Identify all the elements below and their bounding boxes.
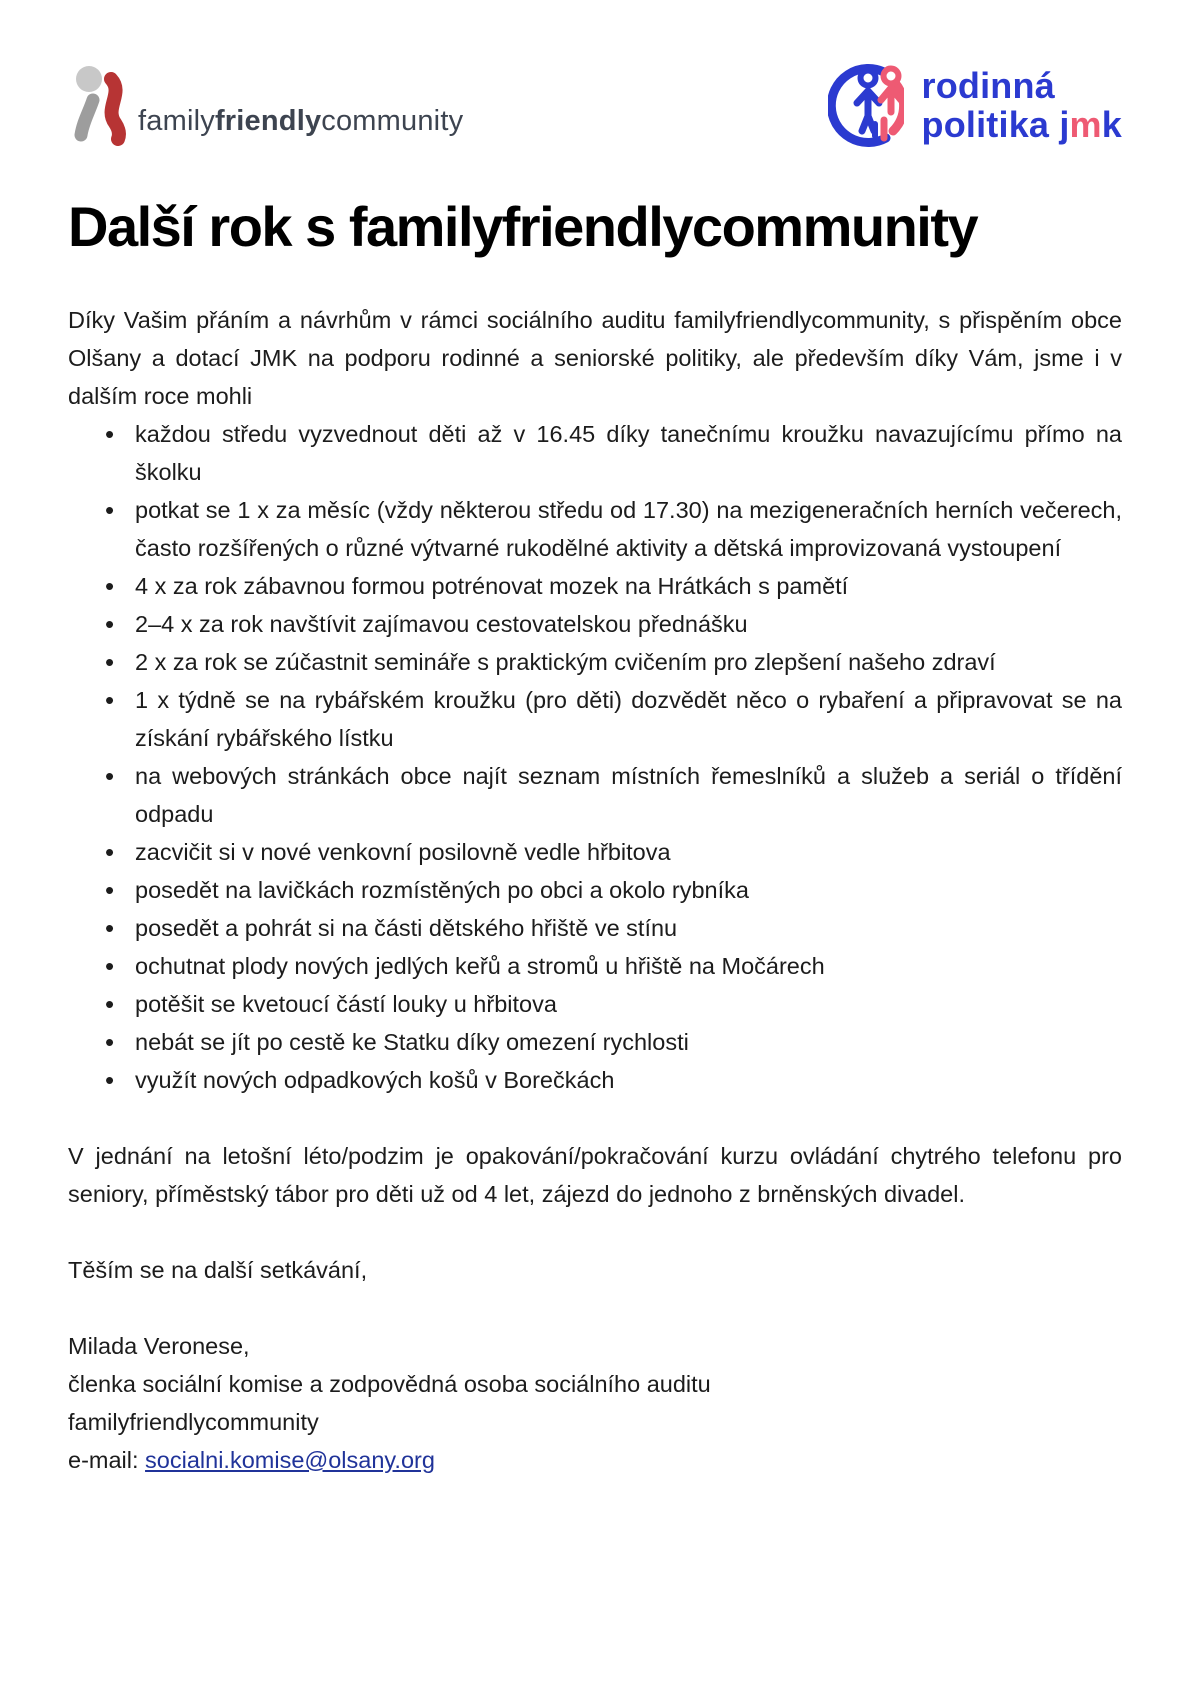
jmk-wordmark [922, 66, 1122, 144]
list-item: • 4 x za rok zábavnou formou potrénovat mozek na Hrátkách s pamětí [68, 567, 1122, 605]
list-item: • potěšit se kvetoucí částí louky u hřbitova [68, 985, 1122, 1023]
signature-role: členka sociální komise a zodpovědná osoba sociálního auditu [68, 1371, 711, 1397]
jmk-wordmark-line1: rodinná [921, 65, 1055, 106]
rodinna-politika-jmk-logo [828, 56, 1122, 152]
list-item: • ochutnat plody nových jedlých keřů a stromů u hřiště na Močárech [68, 947, 1122, 985]
list-item: • 2 x za rok se zúčastnit semináře s praktickým cvičením pro zlepšení našeho zdraví [68, 643, 1122, 681]
list-item: • využít nových odpadkových košů v Borečkách [68, 1061, 1122, 1099]
signature-block [68, 1327, 1122, 1479]
list-item: • posedět na lavičkách rozmístěných po obci a okolo rybníka [68, 871, 1122, 909]
familyfriendlycommunity-figures-icon [68, 64, 132, 146]
email-line [68, 1441, 1122, 1479]
jmk-letter-k: k [1101, 104, 1122, 145]
list-item: • 1 x týdně se na rybářském kroužku (pro děti) dozvědět něco o rybaření a připravovat se na získání rybářského lístku [68, 681, 1122, 757]
list-item: • zacvičit si v nové venkovní posilovně vedle hřbitova [68, 833, 1122, 871]
email-label: e-mail: [68, 1447, 146, 1473]
wordmark-community: community [321, 105, 464, 137]
closing-line: Těším se na další setkávání, [68, 1257, 368, 1283]
wordmark-family: family [138, 105, 215, 137]
familyfriendlycommunity-wordmark [138, 107, 463, 146]
jmk-wordmark-line2 [922, 105, 1122, 144]
list-item: • nebát se jít po cestě ke Statku díky omezení rychlosti [68, 1023, 1122, 1061]
jmk-letter-m: m [1069, 104, 1102, 145]
list-item: • na webových stránkách obce najít seznam místních řemeslníků a služeb a seriál o třídění odpadu [68, 757, 1122, 833]
header [68, 56, 1122, 156]
plans-paragraph: V jednání na letošní léto/podzim je opakování/pokračování kurzu ovládání chytrého telefonu pro seniory, příměstský tábor pro děti už od 4 let, zájezd do jednoho z brněnských divadel. [68, 1143, 1122, 1207]
familyfriendlycommunity-logo [68, 56, 463, 146]
activities-list [68, 415, 1122, 1099]
intro-paragraph: Díky Vašim přáním a návrhům v rámci sociálního auditu familyfriendlycommunity, s přispěním obce Olšany a dotací JMK na podporu rodinné a seniorské politiky, ale především díky Vám, jsme i v dalším roce mohli [68, 307, 1122, 409]
signature-org: familyfriendlycommunity [68, 1409, 319, 1435]
family-circle-icon [828, 58, 904, 152]
list-item: • posedět a pohrát si na části dětského hřiště ve stínu [68, 909, 1122, 947]
list-item: • potkat se 1 x za měsíc (vždy některou středu od 17.30) na mezigeneračních herních večerech, často rozšířených o různé výtvarné rukodělné aktivity a dětská improvizovaná vystoupení [68, 491, 1122, 567]
wordmark-friendly: friendly [214, 105, 322, 137]
page-title: Další rok s familyfriendlycommunity [68, 195, 978, 258]
email-link[interactable]: socialni.komise@olsany.org [145, 1447, 435, 1473]
list-item: • každou středu vyzvednout děti až v 16.45 díky tanečnímu kroužku navazujícímu přímo na školku [68, 415, 1122, 491]
list-item: • 2–4 x za rok navštívit zajímavou cestovatelskou přednášku [68, 605, 1122, 643]
jmk-politika: politika [921, 104, 1060, 145]
jmk-letter-j: j [1059, 104, 1070, 145]
signature-name: Milada Veronese, [68, 1333, 250, 1359]
